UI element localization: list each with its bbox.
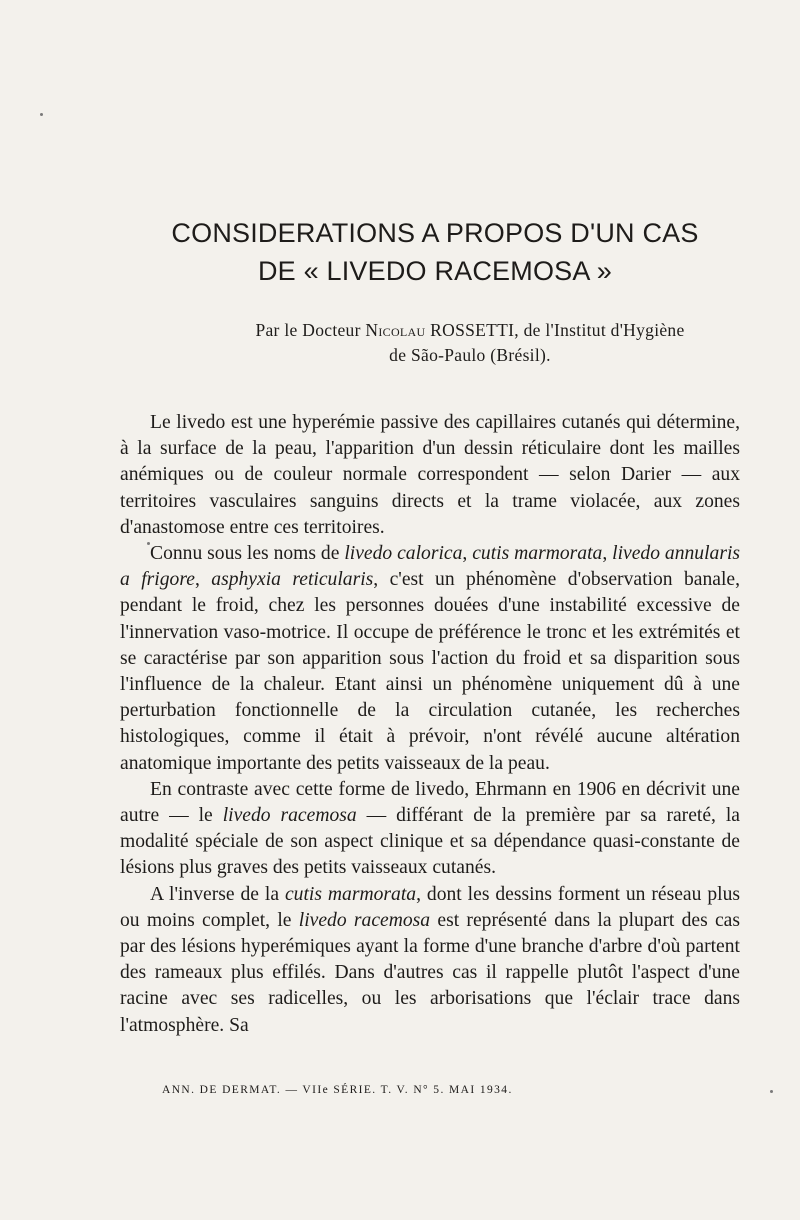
article-body	[120, 410, 740, 1039]
speck-mark	[40, 113, 43, 116]
byline-prefix: Par le Docteur	[255, 320, 366, 340]
p4-italic-1: cutis marmorata	[284, 883, 417, 905]
p2-sep-1: ,	[462, 543, 473, 565]
title-line-1: CONSIDERATIONS A PROPOS D'UN CAS	[171, 218, 699, 248]
article-title	[0, 214, 800, 290]
p2-italic-3: livedo annularis a frigore	[120, 543, 741, 591]
speck-mark	[770, 1090, 773, 1093]
p4-text-b: , dont les dessins forment un réseau plus ou moins complet, le	[120, 883, 740, 931]
p2-italic-2: cutis marmorata	[472, 543, 603, 565]
paragraph-3	[120, 777, 740, 882]
paragraph-2	[120, 541, 740, 777]
title-line-2: DE « LIVEDO RACEMOSA »	[257, 256, 613, 286]
p2-italic-4: asphyxia reticularis	[211, 569, 374, 591]
byline-line-1	[200, 318, 740, 343]
p2-text-b: , c'est un phénomène d'observation banale, pendant le froid, chez les personnes douées d'une instabilité excessive de l'innervation vaso-motrice. Il occupe de préférence le tronc et les extrémités et se caractérise par son apparition sous l'action du froid et sa disparition sous l'influence de la chaleur. Etant ainsi un phénomène uniquement dû à une perturbation fonctionnelle de la circulation cutanée, les recherches histologiques, comme il était à prévoir, n'ont révélé aucune altération anatomique importante des petits vaisseaux de la peau.	[120, 569, 741, 774]
byline	[200, 318, 740, 368]
p2-italic-1: livedo calorica	[344, 543, 463, 565]
p3-text-b: — différant de la première par sa rareté, la modalité spéciale de son aspect clinique et sa dépendance quasi-constante de lésions plus graves des petits vaisseaux cutanés.	[120, 805, 740, 879]
p3-text-a: En contraste avec cette forme de livedo, Ehrmann en 1906 en décrivit une autre — le	[120, 778, 740, 827]
journal-footer: ANN. DE DERMAT. — VIIe SÉRIE. T. V. N° 5. MAI 1934.	[162, 1084, 513, 1096]
p4-italic-2: livedo racemosa	[298, 909, 431, 931]
paragraph-1: Le livedo est une hyperémie passive des capillaires cutanés qui détermine, à la surface de la peau, l'apparition d'un dessin réticulaire dont les mailles anémiques ou de couleur normale correspondent — selon Darier — aux territoires vasculaires sanguins directs et la trame violacée, aux zones d'anastomose entre ces territoires.	[120, 412, 740, 538]
author-surname: ROSSETTI, de l'Institut d'Hygiène	[425, 320, 685, 340]
p4-text-a: A l'inverse de la	[150, 883, 285, 905]
p2-text-a: Connu sous les noms de	[150, 543, 345, 565]
p3-italic: livedo racemosa	[222, 805, 357, 827]
p2-sep-2: ,	[602, 543, 613, 565]
byline-line-2: de São-Paulo (Brésil).	[389, 345, 551, 365]
paragraph-4	[120, 882, 740, 1039]
author-firstname: Nicolau	[365, 320, 426, 340]
p4-text-c: est représenté dans la plupart des cas par des lésions hyperémiques ayant la forme d'une branche d'arbre d'où partent des rameaux plus effilés. Dans d'autres cas il rappelle plutôt l'aspect d'une racine avec ses radicelles, ou les arborisations que l'éclair trace dans l'atmosphère. Sa	[120, 909, 740, 1036]
p2-sep-3: ,	[194, 569, 212, 591]
